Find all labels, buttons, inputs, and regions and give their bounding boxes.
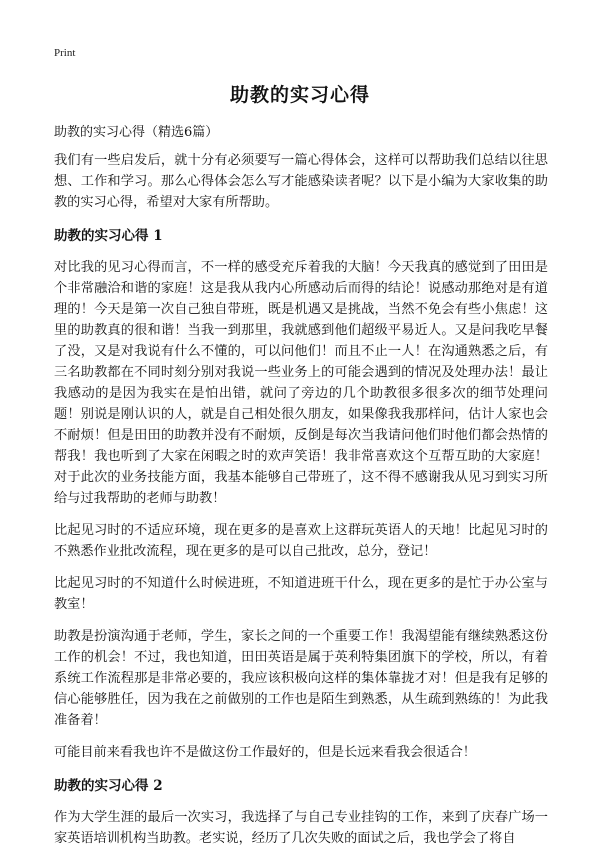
- print-label[interactable]: Print: [54, 47, 76, 59]
- section-heading: 助教的实习心得 2: [54, 778, 163, 794]
- section-paragraph: 比起见习时的不适应环境，现在更多的是喜欢上这群玩英语人的天地！比起见习时的不熟悉作业批改流程，现在更多的是可以自己批改，总分，登记！: [54, 523, 548, 559]
- section-heading: 助教的实习心得 1: [54, 228, 163, 244]
- document-subtitle: 助教的实习心得（精选6篇）: [54, 125, 219, 140]
- document-title: 助教的实习心得: [229, 84, 370, 106]
- section-paragraph: 比起见习时的不知道什么时候进班，不知道进班干什么，现在更多的是忙于办公室与教室！: [54, 576, 548, 612]
- section-paragraph: 助教是扮演沟通于老师，学生，家长之间的一个重要工作！我渴望能有继续熟悉这份工作的机会！不过，我也知道，田田英语是属于英利特集团旗下的学校，所以，有着系统工作流程那是非常必要的，我应该积极向这样的集体靠拢才对！但是我有足够的信心能够胜任，因为我在之前做别的工作也是陌生到熟悉，从生疏到熟练的！为此我准备着！: [54, 629, 548, 728]
- section-paragraph: 对比我的见习心得而言，不一样的感受充斥着我的大脑！今天我真的感觉到了田田是个非常融洽和谐的家庭！这是我从我内心所感动后而得的结论！说感动那绝对是有道理的！今天是第一次自己独自带班，既是机遇又是挑战，当然不免会有些小焦虑！这里的助教真的很和谐！当我一到那里，我就感到他们超级平易近人。又是问我吃早餐了没，又是对我说有什么不懂的，可以问他们！而且不止一人！在沟通熟悉之后，有三名助教都在不同时刻分别对我说一些业务上的可能会遇到的情况及处理办法！最让我感动的是因为我实在是怕出错，就问了旁边的几个助教很多很多次的细节处理问题！别说是刚认识的人，就是自己相处很久朋友，如果像我我那样问，估计人家也会不耐烦！但是田田的助教并没有不耐烦，反倒是每次当我请问他们时他们都会热情的帮我！我也听到了大家在闲暇之时的欢声笑语！我非常喜欢这个互帮互助的大家庭！对于此次的业务技能方面，我基本能够自己带班了，这不得不感谢我从见习到实习所给与过我帮助的老师与助教！: [54, 260, 548, 506]
- document-body: [54, 150, 548, 860]
- section-paragraph: 可能目前来看我也许不是做这份工作最好的，但是长远来看我会很适合！: [54, 745, 476, 760]
- intro-paragraph: 我们有一些启发后，就十分有必须要写一篇心得体会，这样可以帮助我们总结以往思想、工作和学习。那么心得体会怎么写才能感染读者呢？以下是小编为大家收集的助教的实习心得，希望对大家有所帮助。: [54, 153, 548, 210]
- section-paragraph: 作为大学生涯的最后一次实习，我选择了与自己专业挂钩的工作，来到了庆春广场一家英语培训机构当助教。老实说，经历了几次失败的面试之后，我也学会了将自: [54, 810, 548, 846]
